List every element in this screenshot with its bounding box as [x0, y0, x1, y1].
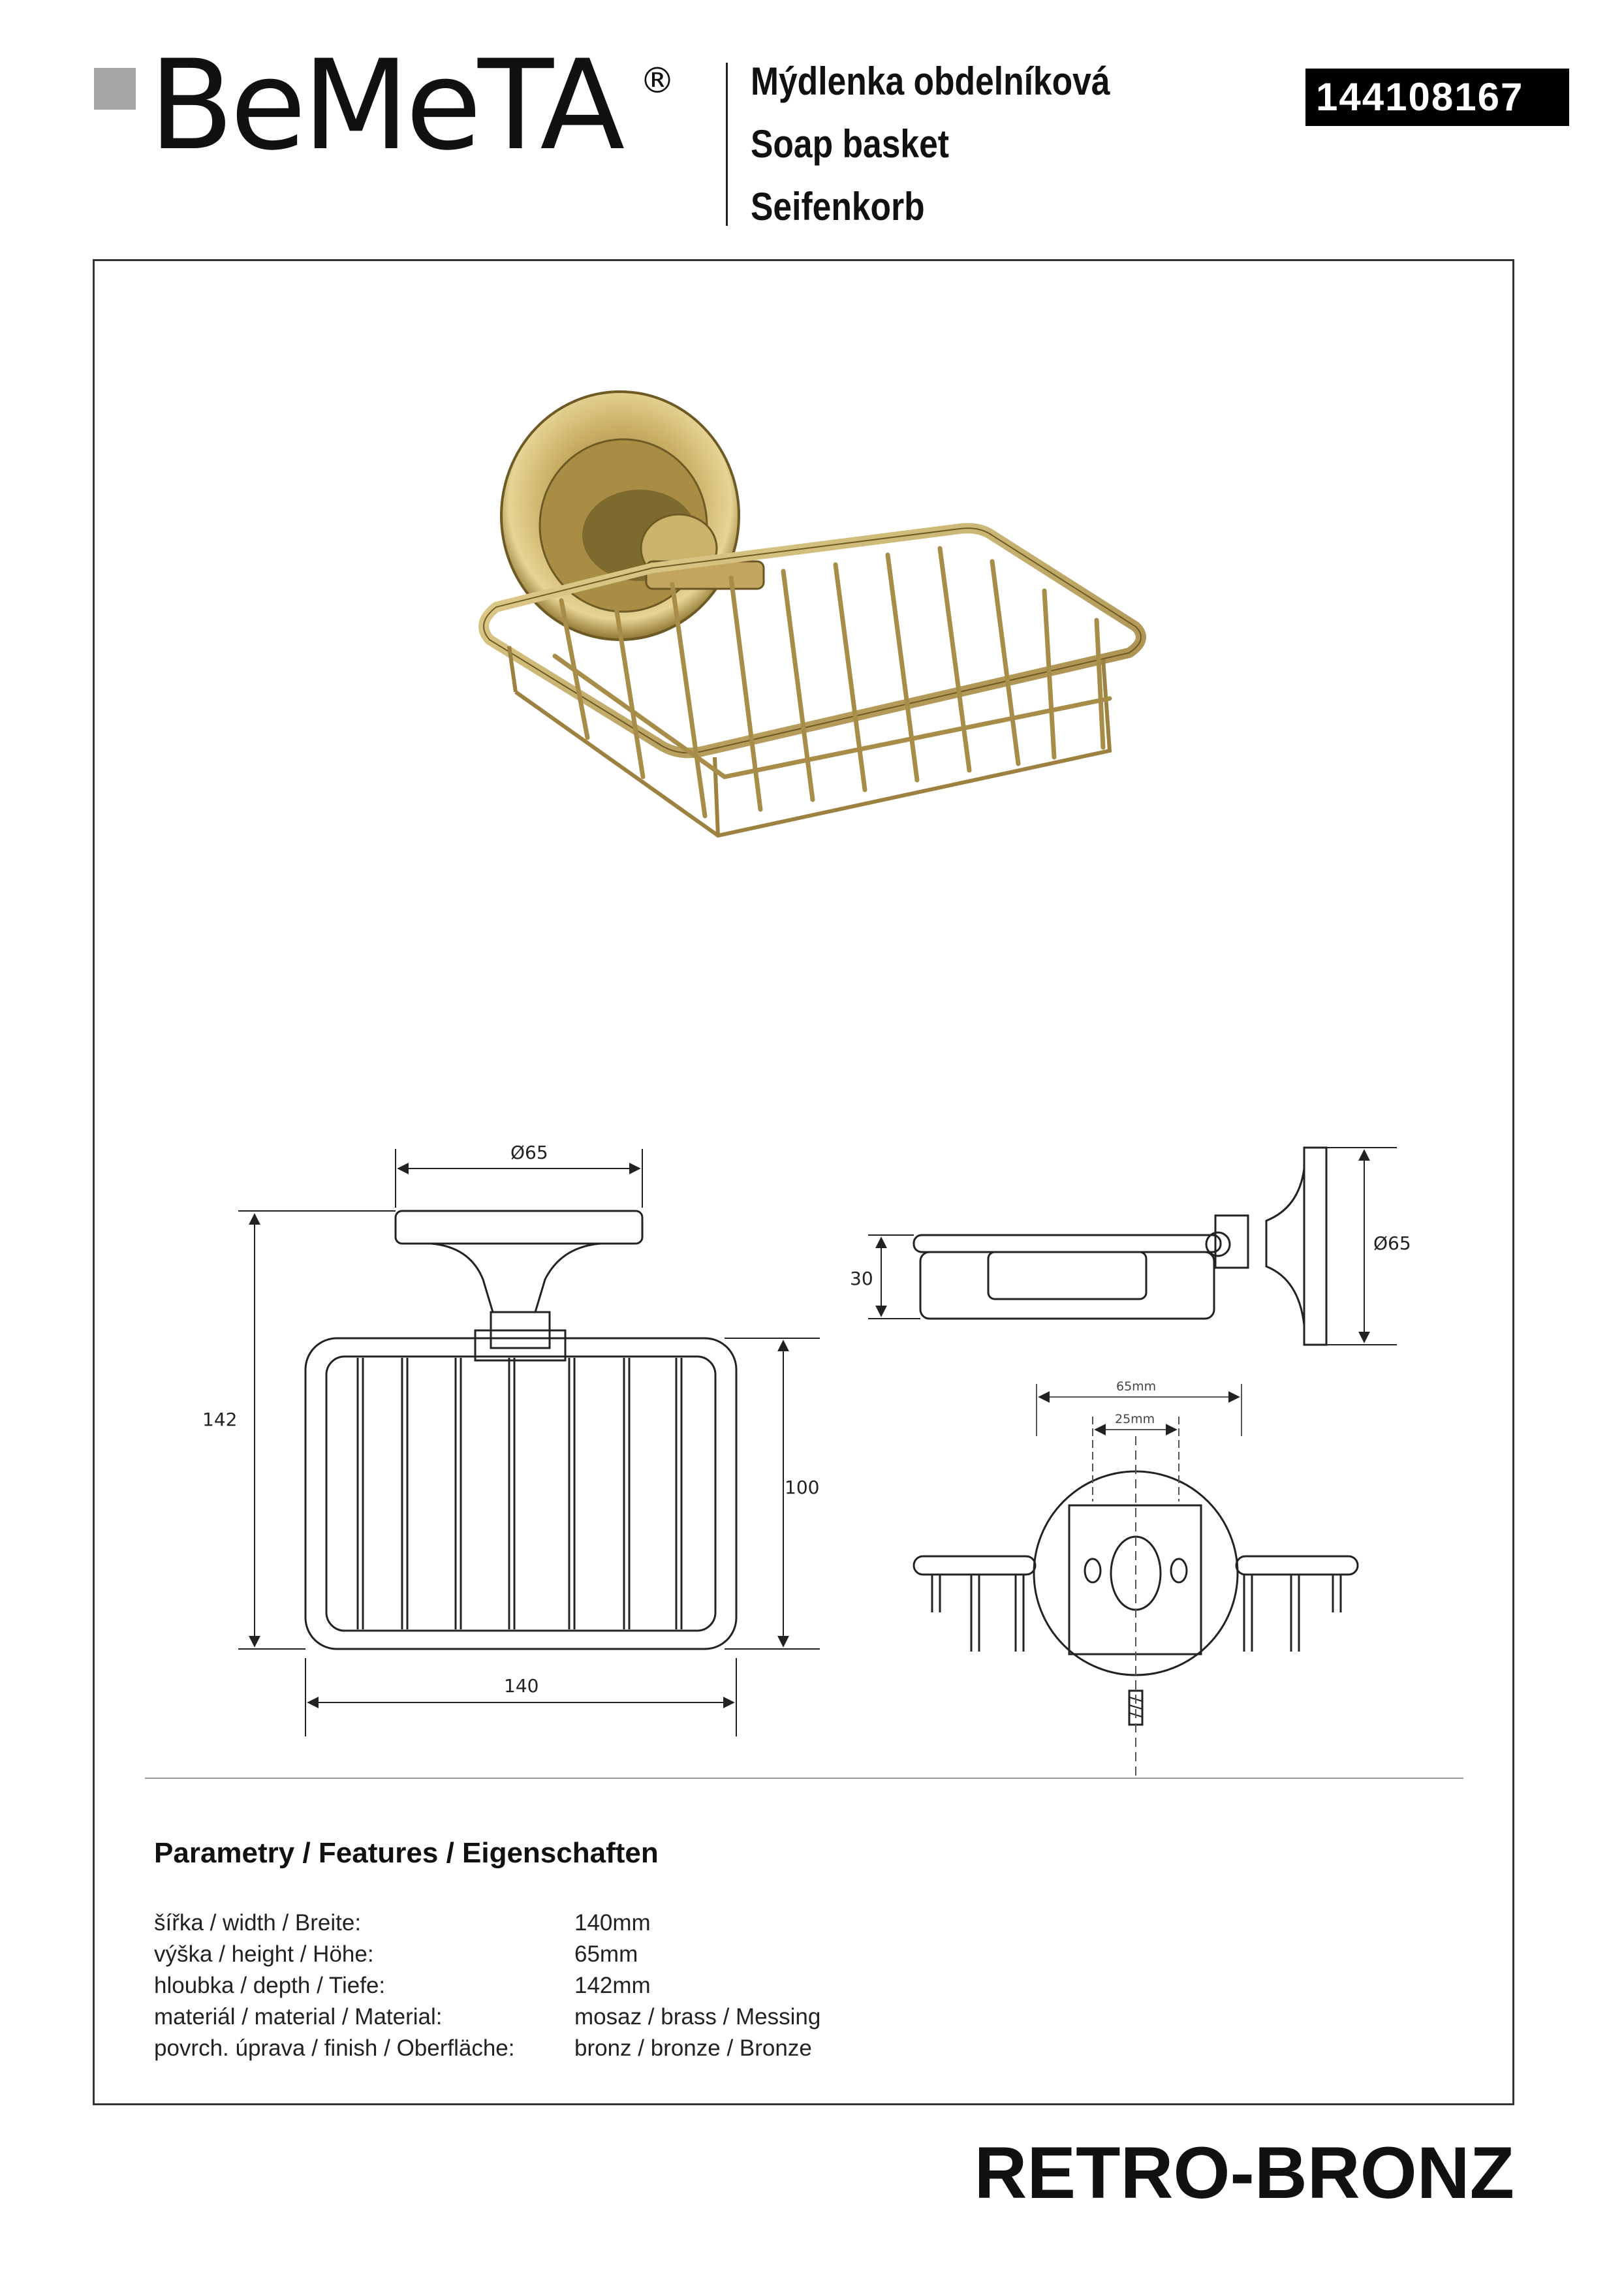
mount-spacing-outer-label: 65mm	[1116, 1379, 1157, 1394]
series-name: RETRO-BRONZ	[974, 2132, 1514, 2214]
feature-value: 142mm	[574, 1973, 651, 1998]
title-czech: Mýdlenka obdelníková	[751, 59, 1110, 103]
front-height-label: 142	[202, 1409, 238, 1430]
feature-row	[154, 1939, 937, 1970]
front-width-label: 140	[504, 1675, 539, 1697]
mounting-dimensions	[1037, 1384, 1241, 1776]
basket-height-label: 100	[785, 1477, 820, 1498]
product-code-badge: 144108167	[1305, 69, 1569, 126]
feature-label: výška / height / Höhe:	[154, 1941, 374, 1967]
feature-row	[154, 1907, 937, 1939]
product-photo	[484, 392, 1141, 836]
feature-label: šířka / width / Breite:	[154, 1910, 362, 1936]
title-english: Soap basket	[751, 122, 949, 166]
front-view-drawing	[305, 1211, 736, 1649]
side-dimensions	[868, 1148, 1397, 1345]
title-german: Seifenkorb	[751, 185, 925, 228]
section-divider	[145, 1778, 1463, 1779]
front-diameter-label: Ø65	[510, 1142, 548, 1163]
mount-spacing-inner-label: 25mm	[1115, 1412, 1155, 1426]
feature-value: mosaz / brass / Messing	[574, 2004, 821, 2030]
feature-value: 65mm	[574, 1941, 638, 1967]
feature-value: bronz / bronze / Bronze	[574, 2035, 812, 2061]
feature-label: materiál / material / Material:	[154, 2004, 443, 2030]
brand-logo: BeMeTA	[149, 33, 621, 178]
feature-row	[154, 1970, 937, 2001]
features-title: Parametry / Features / Eigenschaften	[154, 1837, 659, 1869]
feature-row	[154, 2001, 937, 2033]
feature-row	[154, 2033, 937, 2064]
feature-value: 140mm	[574, 1910, 651, 1936]
side-diameter-label: Ø65	[1373, 1232, 1411, 1254]
side-view-drawing	[914, 1148, 1326, 1345]
side-depth-label: 30	[850, 1268, 873, 1289]
feature-label: povrch. úprava / finish / Oberfläche:	[154, 2035, 515, 2061]
feature-label: hloubka / depth / Tiefe:	[154, 1973, 386, 1998]
registered-mark: ®	[640, 60, 675, 101]
